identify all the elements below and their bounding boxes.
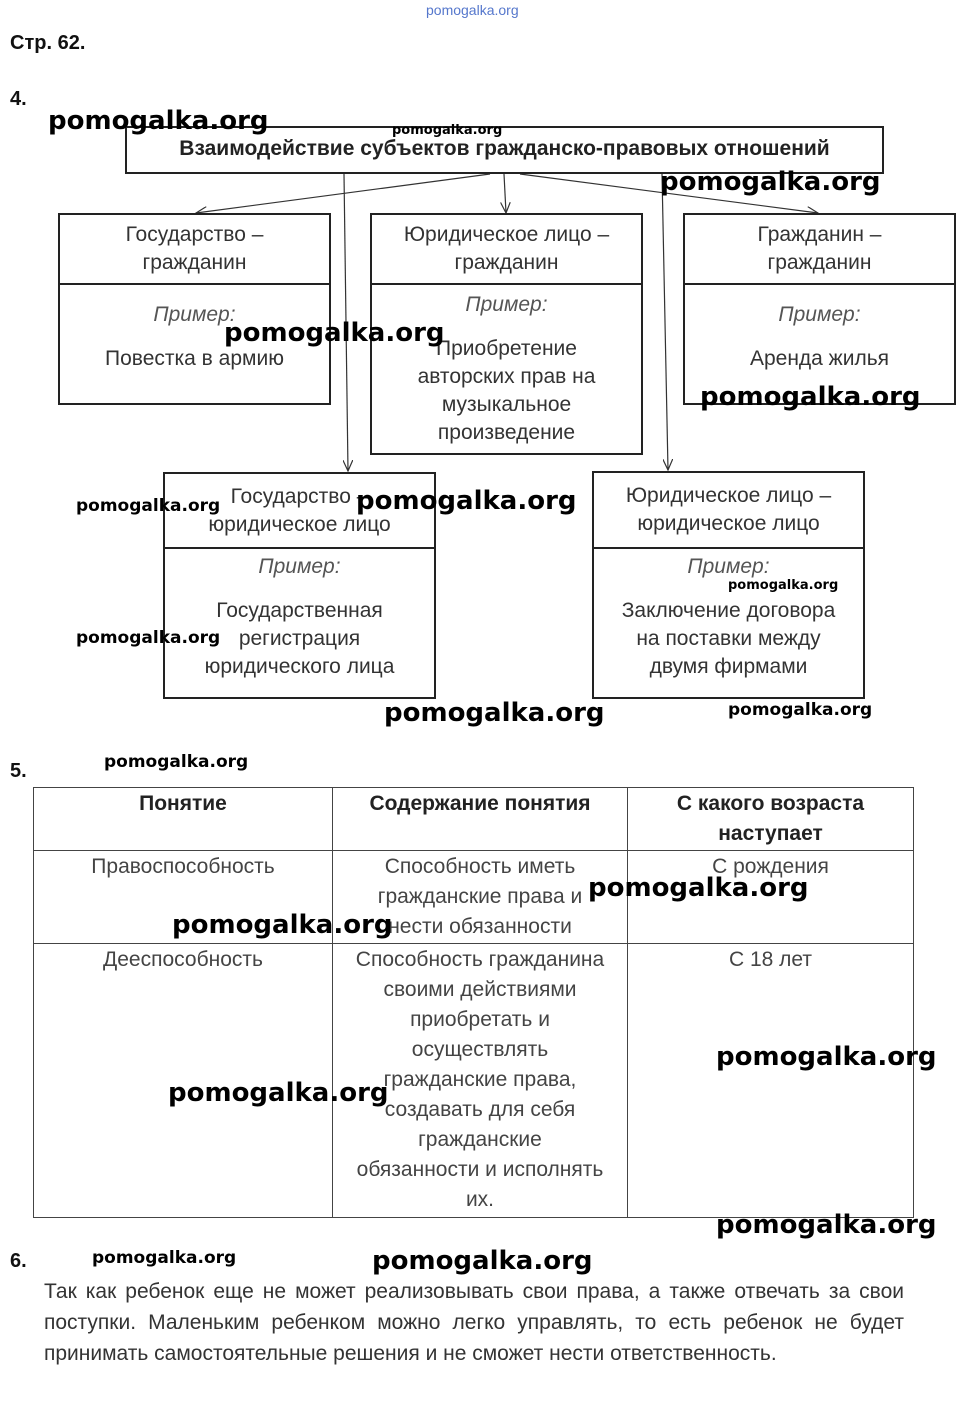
example-line: музыкальное bbox=[441, 393, 572, 416]
box-heading-2: юридическое лицо bbox=[208, 512, 391, 536]
example-label: Пример: bbox=[258, 555, 341, 578]
watermark: pomogalka.org bbox=[372, 1246, 593, 1276]
watermark: pomogalka.org bbox=[168, 1078, 389, 1108]
watermark: pomogalka.org bbox=[700, 382, 921, 412]
watermark: pomogalka.org bbox=[76, 628, 221, 648]
watermark: pomogalka.org bbox=[728, 578, 839, 593]
example-line: юридического лица bbox=[204, 655, 395, 678]
watermark: pomogalka.org bbox=[76, 496, 221, 516]
example-line: двумя фирмами bbox=[649, 655, 808, 678]
example-line: произведение bbox=[437, 421, 576, 444]
table-header: Содержание понятия bbox=[333, 788, 628, 851]
example-line: Государственная bbox=[216, 599, 383, 622]
example-line: Заключение договора bbox=[621, 599, 836, 622]
watermark-top: pomogalka.org bbox=[426, 2, 519, 18]
example-label: Пример: bbox=[153, 303, 236, 326]
box-heading-2: гражданин bbox=[767, 251, 872, 274]
task6-answer: Так как ребенок еще не может реализовывать свои права, а также отвечать за свои поступки. Маленьким ребенком можно легко управлять, то есть ребенок не будет принимать самостоятельные решения и не сможет нести ответственность. bbox=[44, 1280, 904, 1365]
watermark: pomogalka.org bbox=[104, 752, 249, 772]
watermark: pomogalka.org bbox=[172, 910, 393, 940]
cell-line: нести обязанности bbox=[388, 915, 572, 938]
table-cell: С 18 лет bbox=[628, 944, 914, 1218]
box-heading-2: гражданин bbox=[454, 251, 559, 274]
cell-line: создавать для себя bbox=[384, 1098, 576, 1121]
watermark: pomogalka.org bbox=[588, 873, 809, 903]
watermark: pomogalka.org bbox=[716, 1210, 937, 1240]
watermark: pomogalka.org bbox=[224, 318, 445, 348]
box-heading-2: юридическое лицо bbox=[637, 512, 820, 535]
table-header-row bbox=[34, 788, 914, 851]
watermark: pomogalka.org bbox=[392, 123, 503, 138]
concepts-table bbox=[33, 787, 914, 1218]
cell-line: гражданские права, bbox=[383, 1068, 577, 1091]
example-line: регистрация bbox=[238, 627, 361, 650]
cell-line: Способность иметь bbox=[384, 855, 576, 878]
box-heading-1: Государство – bbox=[230, 484, 369, 508]
table-cell: Дееспособность bbox=[34, 944, 333, 1218]
arrow-to-state-citizen bbox=[196, 174, 490, 213]
table-header: Понятие bbox=[34, 788, 333, 851]
cell-line: осуществлять bbox=[411, 1038, 549, 1061]
example-line: Приобретение bbox=[436, 337, 577, 360]
watermark: pomogalka.org bbox=[728, 700, 873, 720]
example-text: Аренда жилья bbox=[749, 347, 890, 370]
table-cell: Правоспособность bbox=[34, 851, 333, 944]
task6-number: 6. bbox=[10, 1250, 27, 1272]
example-line: авторских прав на bbox=[417, 365, 596, 388]
arrow-to-legal-citizen bbox=[504, 174, 506, 213]
table-header: С какого возраста наступает bbox=[628, 788, 914, 851]
box-heading-1: Юридическое лицо – bbox=[403, 223, 610, 246]
cell-line: своими действиями bbox=[383, 978, 577, 1001]
watermark: pomogalka.org bbox=[92, 1248, 237, 1268]
example-line: на поставки между bbox=[636, 627, 821, 650]
watermark: pomogalka.org bbox=[716, 1042, 937, 1072]
cell-line: гражданские bbox=[418, 1128, 542, 1151]
watermark: pomogalka.org bbox=[48, 106, 269, 136]
box-heading-1: Государство – bbox=[125, 223, 264, 246]
box-citizen-citizen bbox=[683, 213, 956, 405]
example-label: Пример: bbox=[687, 555, 770, 578]
box-heading-2: гражданин bbox=[142, 251, 247, 274]
cell-line: приобретать и bbox=[410, 1008, 550, 1031]
box-heading-1: Гражданин – bbox=[757, 223, 882, 246]
example-text: Повестка в армию bbox=[105, 347, 284, 370]
watermark: pomogalka.org bbox=[660, 167, 881, 197]
box-heading-1: Юридическое лицо – bbox=[625, 484, 832, 507]
table-cell: С рождения bbox=[628, 851, 914, 944]
watermark: pomogalka.org bbox=[384, 698, 605, 728]
page-header: Стр. 62. bbox=[10, 32, 86, 54]
cell-line: Способность гражданина bbox=[355, 948, 605, 971]
cell-line: их. bbox=[465, 1188, 495, 1211]
example-label: Пример: bbox=[465, 293, 548, 316]
cell-line: обязанности и исполнять bbox=[356, 1158, 604, 1181]
cell-line: гражданские права и bbox=[377, 885, 583, 908]
arrow-to-legal-legal bbox=[662, 174, 668, 470]
table-row bbox=[34, 944, 914, 1218]
example-label: Пример: bbox=[778, 303, 861, 326]
diagram-title: Взаимодействие субъектов гражданско-правовых отношений bbox=[125, 126, 884, 174]
task5-number: 5. bbox=[10, 760, 27, 782]
box-state-citizen bbox=[58, 213, 331, 405]
watermark: pomogalka.org bbox=[356, 486, 577, 516]
task4-number: 4. bbox=[10, 88, 27, 110]
